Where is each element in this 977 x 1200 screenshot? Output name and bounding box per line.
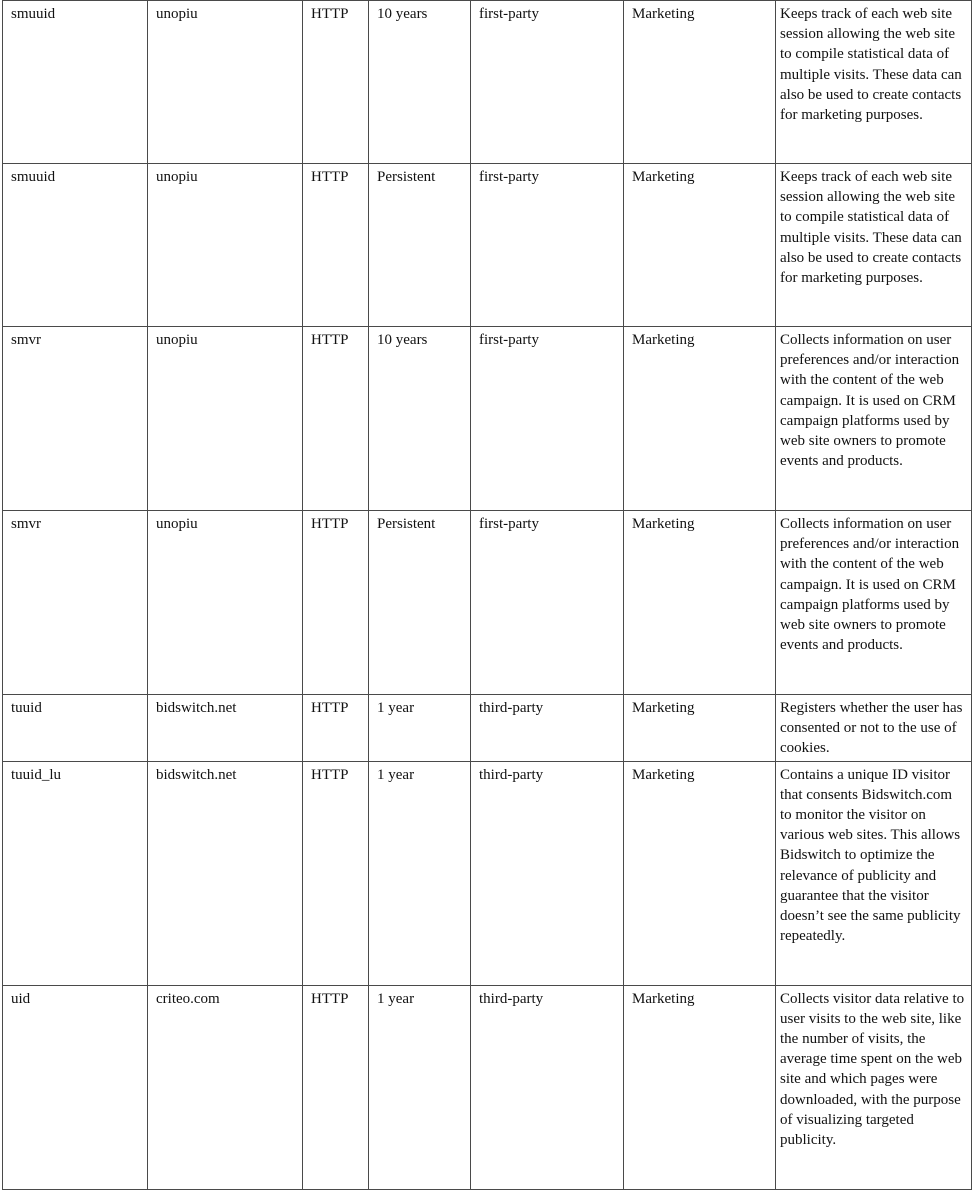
cookie-expiry: Persistent (369, 511, 471, 695)
cookie-type: HTTP (303, 1, 369, 164)
table-row (3, 164, 972, 327)
table-row (3, 1, 972, 164)
cookie-category: Marketing (624, 1, 776, 164)
cookie-type: HTTP (303, 695, 369, 762)
cookie-description: Registers whether the user has consented or not to the use of cookies. (776, 695, 972, 762)
cookie-description: Contains a unique ID visitor that consents Bidswitch.com to monitor the visitor on various web sites. This allows Bidswitch to optimize the relevance of publicity and guarantee that the visitor doesn’t see the same publicity repeatedly. (776, 761, 972, 985)
cookie-name: smvr (3, 327, 148, 511)
cookie-expiry: 10 years (369, 327, 471, 511)
cookie-type: HTTP (303, 985, 369, 1189)
cookie-name: smvr (3, 511, 148, 695)
cookie-expiry: 1 year (369, 761, 471, 985)
cookie-party: first-party (471, 327, 624, 511)
cookie-provider: unopiu (148, 511, 303, 695)
cookie-party: first-party (471, 1, 624, 164)
cookie-party: third-party (471, 985, 624, 1189)
cookie-description: Collects information on user preferences and/or interaction with the content of the web campaign. It is used on CRM campaign platforms used by web site owners to promote events and products. (776, 327, 972, 511)
cookie-type: HTTP (303, 327, 369, 511)
cookie-provider: bidswitch.net (148, 695, 303, 762)
cookie-category: Marketing (624, 327, 776, 511)
table-row (3, 985, 972, 1189)
cookie-description: Keeps track of each web site session allowing the web site to compile statistical data of multiple visits. These data can also be used to create contacts for marketing purposes. (776, 1, 972, 164)
cookie-provider: unopiu (148, 1, 303, 164)
cookie-description: Collects information on user preferences and/or interaction with the content of the web campaign. It is used on CRM campaign platforms used by web site owners to promote events and products. (776, 511, 972, 695)
cookie-party: first-party (471, 164, 624, 327)
cookie-party: third-party (471, 761, 624, 985)
cookie-description: Collects visitor data relative to user visits to the web site, like the number of visits, the average time spent on the web site and which pages were downloaded, with the purpose of visualizing targeted publicity. (776, 985, 972, 1189)
cookie-provider: bidswitch.net (148, 761, 303, 985)
cookie-name: tuuid_lu (3, 761, 148, 985)
cookie-type: HTTP (303, 761, 369, 985)
cookie-type: HTTP (303, 511, 369, 695)
table-row (3, 761, 972, 985)
cookie-category: Marketing (624, 761, 776, 985)
cookie-name: smuuid (3, 164, 148, 327)
table-row (3, 695, 972, 762)
cookie-category: Marketing (624, 695, 776, 762)
cookie-name: uid (3, 985, 148, 1189)
cookie-provider: unopiu (148, 164, 303, 327)
cookie-expiry: 1 year (369, 985, 471, 1189)
cookie-category: Marketing (624, 985, 776, 1189)
cookie-provider: unopiu (148, 327, 303, 511)
cookie-expiry: 10 years (369, 1, 471, 164)
cookie-name: smuuid (3, 1, 148, 164)
cookie-description: Keeps track of each web site session allowing the web site to compile statistical data of multiple visits. These data can also be used to create contacts for marketing purposes. (776, 164, 972, 327)
cookie-name: tuuid (3, 695, 148, 762)
cookie-category: Marketing (624, 511, 776, 695)
cookie-expiry: 1 year (369, 695, 471, 762)
cookie-type: HTTP (303, 164, 369, 327)
table-row (3, 511, 972, 695)
cookie-table (2, 0, 972, 1190)
table-row (3, 327, 972, 511)
cookie-category: Marketing (624, 164, 776, 327)
cookie-provider: criteo.com (148, 985, 303, 1189)
cookie-expiry: Persistent (369, 164, 471, 327)
cookie-party: third-party (471, 695, 624, 762)
cookie-party: first-party (471, 511, 624, 695)
